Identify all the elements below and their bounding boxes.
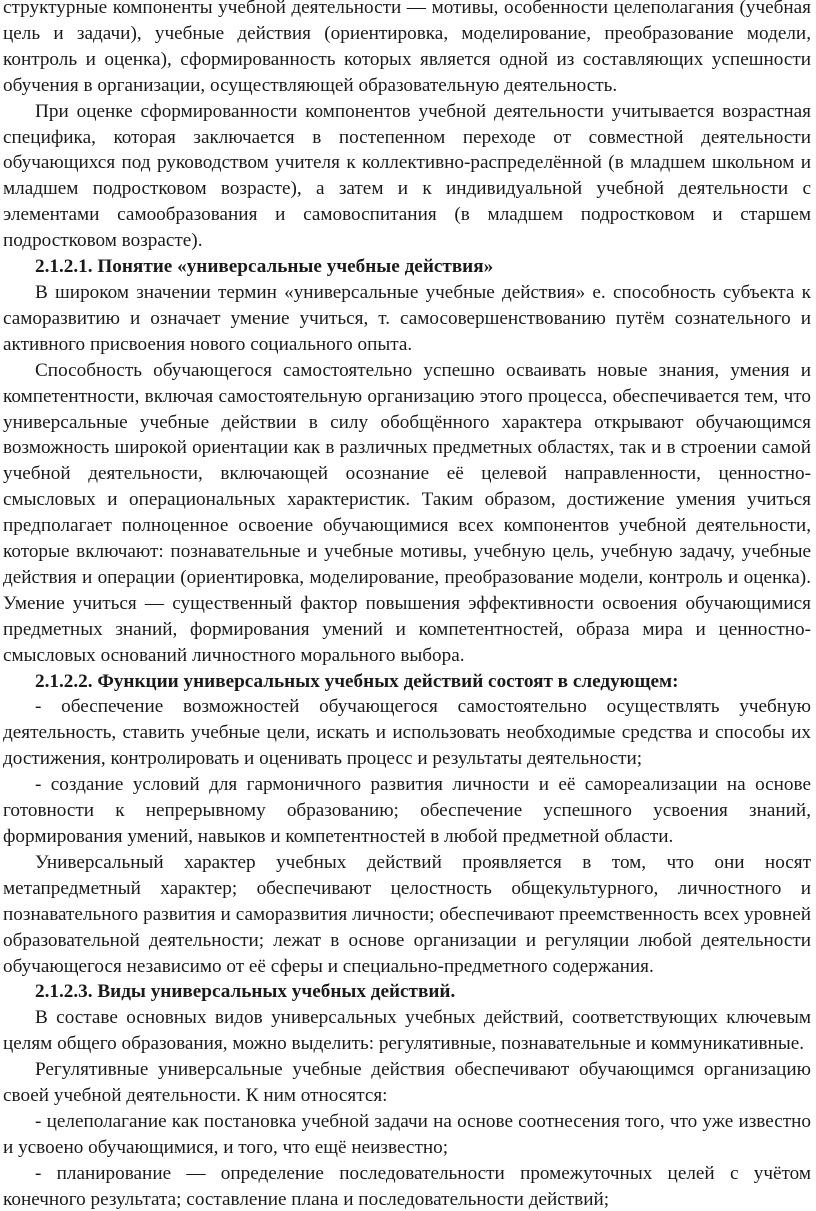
paragraph-regulative-actions: Регулятивные универсальные учебные действия обеспечивают обучающимся организацию своей учебной деятельности. К ним относятся: [3, 1059, 811, 1107]
paragraph-action-types: В составе основных видов универсальных учебных действий, соответствующих ключевым целям общего образования, можно выделить: регулятивные, познавательные и коммуникативные. [3, 1007, 811, 1055]
paragraph-age-specifics: При оценке сформированности компонентов учебной деятельности учитывается возрастная специфика, которая заключается в постепенном переходе от совместной деятельности обучающихся под руководством учителя к коллективно-распределённой (в младшем школьном и младшем подростковом возрасте), а затем и к индивидуальной учебной деятельности с элементами самообразования и самовоспитания (в младшем подростковом и старшем подростковом возрасте). [3, 100, 811, 252]
section-heading-2-1-2-1: 2.1.2.1. Понятие «универсальные учебные действия» [35, 256, 494, 278]
paragraph-term-definition: В широком значении термин «универсальные учебные действия» е. способность субъекта к саморазвитию и означает умение учиться, т. самосовершенствованию путём сознательного и активного присвоения нового социального опыта. [3, 281, 811, 355]
section-heading-2-1-2-3: 2.1.2.3. Виды универсальных учебных действий. [35, 981, 456, 1003]
list-item-planning: - планирование — определение последовательности промежуточных целей с учётом конечного результата; составление плана и последовательности действий; [3, 1162, 811, 1210]
list-item-function-1: - обеспечение возможностей обучающегося самостоятельно осуществлять учебную деятельность, ставить учебные цели, искать и использовать необходимые средства и способы их достижения, контролировать и оценивать процесс и результаты деятельности; [3, 696, 811, 770]
list-item-goal-setting: - целеполагание как постановка учебной задачи на основе соотнесения того, что уже известно и усвоено обучающимися, и того, что ещё неизвестно; [3, 1110, 811, 1158]
paragraph-universal-character: Универсальный характер учебных действий проявляется в том, что они носят метапредметный характер; обеспечивают целостность общекультурного, личностного и познавательного развития и саморазвития личности; обеспечивают преемственность всех уровней образовательной деятельности; лежат в основе организации и регуляции любой деятельности обучающегося независимо от её сферы и специально-предметного содержания. [3, 851, 811, 977]
list-item-function-2: - создание условий для гармоничного развития личности и её самореализации на основе готовности к непрерывному образованию; обеспечение успешного усвоения знаний, формирования умений, навыков и компетентностей в любой предметной области. [3, 774, 811, 847]
section-heading-2-1-2-2: 2.1.2.2. Функции универсальных учебных действий состоят в следующем: [35, 670, 679, 692]
paragraph-learning-ability: Способность обучающегося самостоятельно успешно осваивать новые знания, умения и компетентности, включая самостоятельную организацию этого процесса, обеспечивается тем, что универсальные учебные действии в силу обобщённого характера открывают обучающимся возможность широкой ориентации как в различных предметных областях, так и в строении самой учебной деятельности, включающей осознание её целевой направленности, ценностно-смысловых и операциональных характеристик. Таким образом, достижение умения учиться предполагает полноценное освоение обучающимися всех компонентов учебной деятельности, которые включают: познавательные и учебные мотивы, учебную цель, учебную задачу, учебные действия и операции (ориентировка, моделирование, преобразование модели, контроль и оценка). Умение учиться — существенный фактор повышения эффективности освоения обучающимися предметных знаний, формирования умений и компетентностей, образа мира и ценностно-смысловых оснований личностного морального выбора. [3, 359, 811, 666]
paragraph-components: структурные компоненты учебной деятельности — мотивы, особенности целеполагания (учебная цель и задачи), учебные действия (ориентировка, моделирование, преобразование модели, контроль и оценка), сформированность которых является одной из составляющих успешности обучения в организации, осуществляющей образовательную деятельность. [3, 0, 811, 96]
